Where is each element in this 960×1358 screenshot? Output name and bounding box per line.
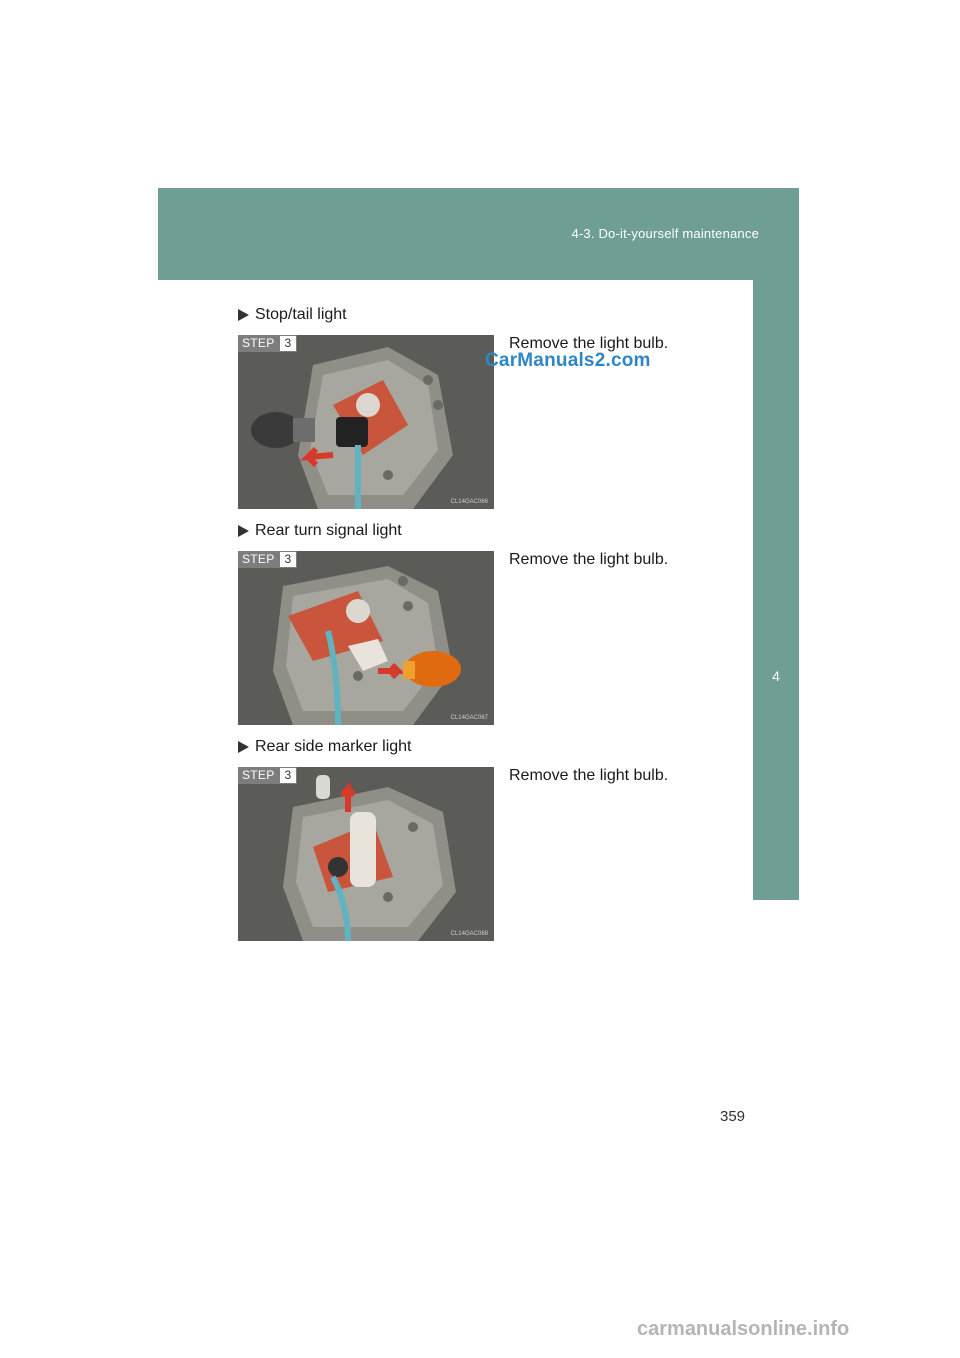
section-header xyxy=(158,188,799,280)
step-badge xyxy=(238,767,297,784)
stop-tail-light-illustration xyxy=(238,335,494,509)
step-badge xyxy=(238,551,297,568)
step-badge xyxy=(238,335,297,352)
chapter-number: 4 xyxy=(772,668,780,684)
triangle-bullet-icon xyxy=(238,525,249,537)
page-number: 359 xyxy=(720,1108,746,1125)
instruction-text: Remove the light bulb. xyxy=(509,767,669,784)
chapter-tab xyxy=(753,280,799,1135)
footer-watermark: carmanualsonline.info xyxy=(637,1318,850,1340)
heading-text: Rear turn signal light xyxy=(255,522,402,539)
section-heading xyxy=(238,306,347,324)
photo-code: CL14GAC067 xyxy=(450,715,488,721)
step-photo xyxy=(238,335,494,509)
step-photo xyxy=(238,767,494,941)
triangle-bullet-icon xyxy=(238,309,249,321)
step-number: 3 xyxy=(279,767,298,784)
step-label: STEP xyxy=(238,767,279,784)
rear-turn-signal-illustration xyxy=(238,551,494,725)
step-label: STEP xyxy=(238,551,279,568)
section-title: 4-3. Do-it-yourself maintenance xyxy=(571,226,759,241)
heading-text: Rear side marker light xyxy=(255,738,412,755)
rear-side-marker-illustration xyxy=(238,767,494,941)
triangle-bullet-icon xyxy=(238,741,249,753)
step-number: 3 xyxy=(279,335,298,352)
instruction-text: Remove the light bulb. xyxy=(509,335,669,352)
photo-code: CL14GAC068 xyxy=(450,931,488,937)
chapter-title: Maintenance and care xyxy=(768,1005,784,1135)
step-photo xyxy=(238,551,494,725)
instruction-text: Remove the light bulb. xyxy=(509,551,669,568)
section-heading xyxy=(238,738,412,756)
watermark-text: CarManuals2.com xyxy=(485,350,651,371)
photo-code: CL14GAC066 xyxy=(450,499,488,505)
step-label: STEP xyxy=(238,335,279,352)
section-heading xyxy=(238,522,402,540)
heading-text: Stop/tail light xyxy=(255,306,347,323)
step-number: 3 xyxy=(279,551,298,568)
